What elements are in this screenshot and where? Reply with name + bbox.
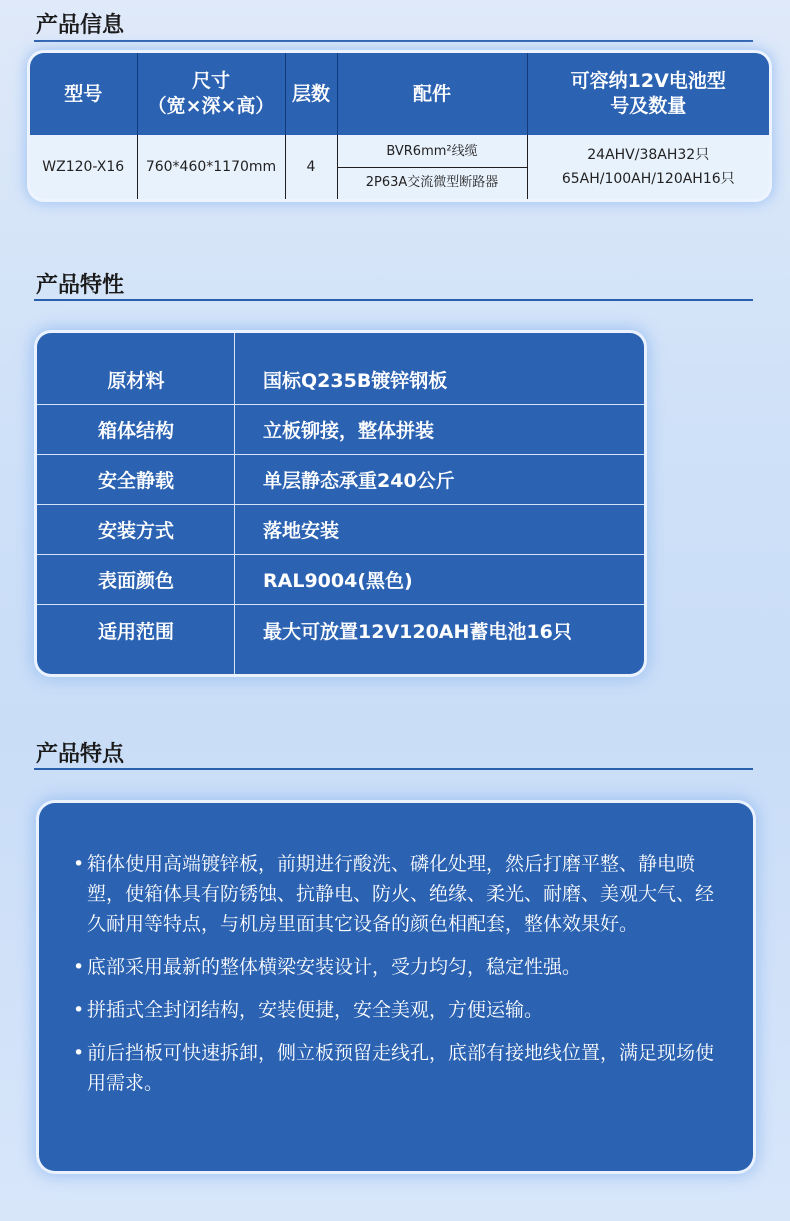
cell-capacity [527,135,769,199]
capacity-line-2: 65AH/100AH/120AH16只 [561,171,735,187]
feature-value: 最大可放置12V120AH蓄电池16只 [263,620,572,643]
header-capacity-line1: 可容纳12V电池型 [570,70,726,93]
section-divider [34,768,753,770]
header-size [137,53,285,135]
highlights-list [73,849,723,1111]
bullet: • [73,853,85,875]
product-features-table [37,333,644,674]
bullet: • [73,1042,85,1064]
list-item [73,995,723,1025]
feature-value: 单层静态承重240公斤 [263,470,455,492]
feature-row-material [37,355,644,405]
cell-size: 760*460*1170mm [137,135,285,199]
bullet: • [73,956,85,978]
config-cable: BVR6mm²线缆 [386,144,478,159]
bullet: • [73,999,85,1021]
product-info-table [30,53,769,199]
header-size-line2: （宽×深×高） [147,95,275,117]
feature-row-color [37,555,644,605]
table-row [30,135,769,199]
section-title-highlights: 产品特点 [36,742,125,767]
feature-value: 落地安装 [263,520,340,542]
cell-model: WZ120-X16 [30,135,137,199]
section-divider [34,299,753,301]
highlight-text: 拼插式全封闭结构，安装便捷，安全美观，方便运输。 [87,999,544,1021]
feature-value: 立板铆接，整体拼装 [263,420,435,442]
header-capacity-line2: 号及数量 [610,95,687,117]
capacity-line-1: 24AHV/38AH32只 [587,147,710,163]
feature-label: 适用范围 [97,620,174,643]
feature-value: RAL9004(黑色) [263,570,413,592]
highlight-text: 前后挡板可快速拆卸，侧立板预留走线孔，底部有接地线位置，满足现场使用需求。 [87,1042,715,1094]
header-config: 配件 [337,53,527,135]
feature-label: 表面颜色 [97,570,174,592]
feature-row-structure [37,405,644,455]
list-item [73,1038,723,1098]
header-size-line1: 尺寸 [191,70,230,93]
feature-label: 安装方式 [97,520,174,542]
highlight-text: 箱体使用高端镀锌板，前期进行酸洗、磷化处理，然后打磨平整、静电喷塑，使箱体具有防锈蚀、抗静电、防火、绝缘、柔光、耐磨、美观大气、经久耐用等特点，与机房里面其它设备的颜色相配套，整体效果好。 [87,853,715,935]
feature-label: 箱体结构 [97,420,174,442]
feature-value: 国标Q235B镀锌钢板 [263,370,448,392]
feature-row-load [37,455,644,505]
config-breaker: 2P63A交流微型断路器 [338,167,527,197]
header-layers: 层数 [285,53,337,135]
feature-row-scope [37,605,644,655]
section-title-features: 产品特性 [36,273,125,298]
feature-label: 原材料 [107,370,165,392]
section-divider [34,40,753,42]
list-item [73,849,723,939]
table-header-row [30,53,769,135]
header-model: 型号 [30,53,137,135]
product-highlights-card [39,803,753,1171]
feature-label: 安全静载 [97,470,174,492]
list-item [73,952,723,982]
highlight-text: 底部采用最新的整体横梁安装设计，受力均匀，稳定性强。 [87,956,582,978]
feature-row-installation [37,505,644,555]
header-capacity [527,53,769,135]
cell-config [337,135,527,199]
cell-layers: 4 [285,135,337,199]
section-title-info: 产品信息 [36,13,125,38]
